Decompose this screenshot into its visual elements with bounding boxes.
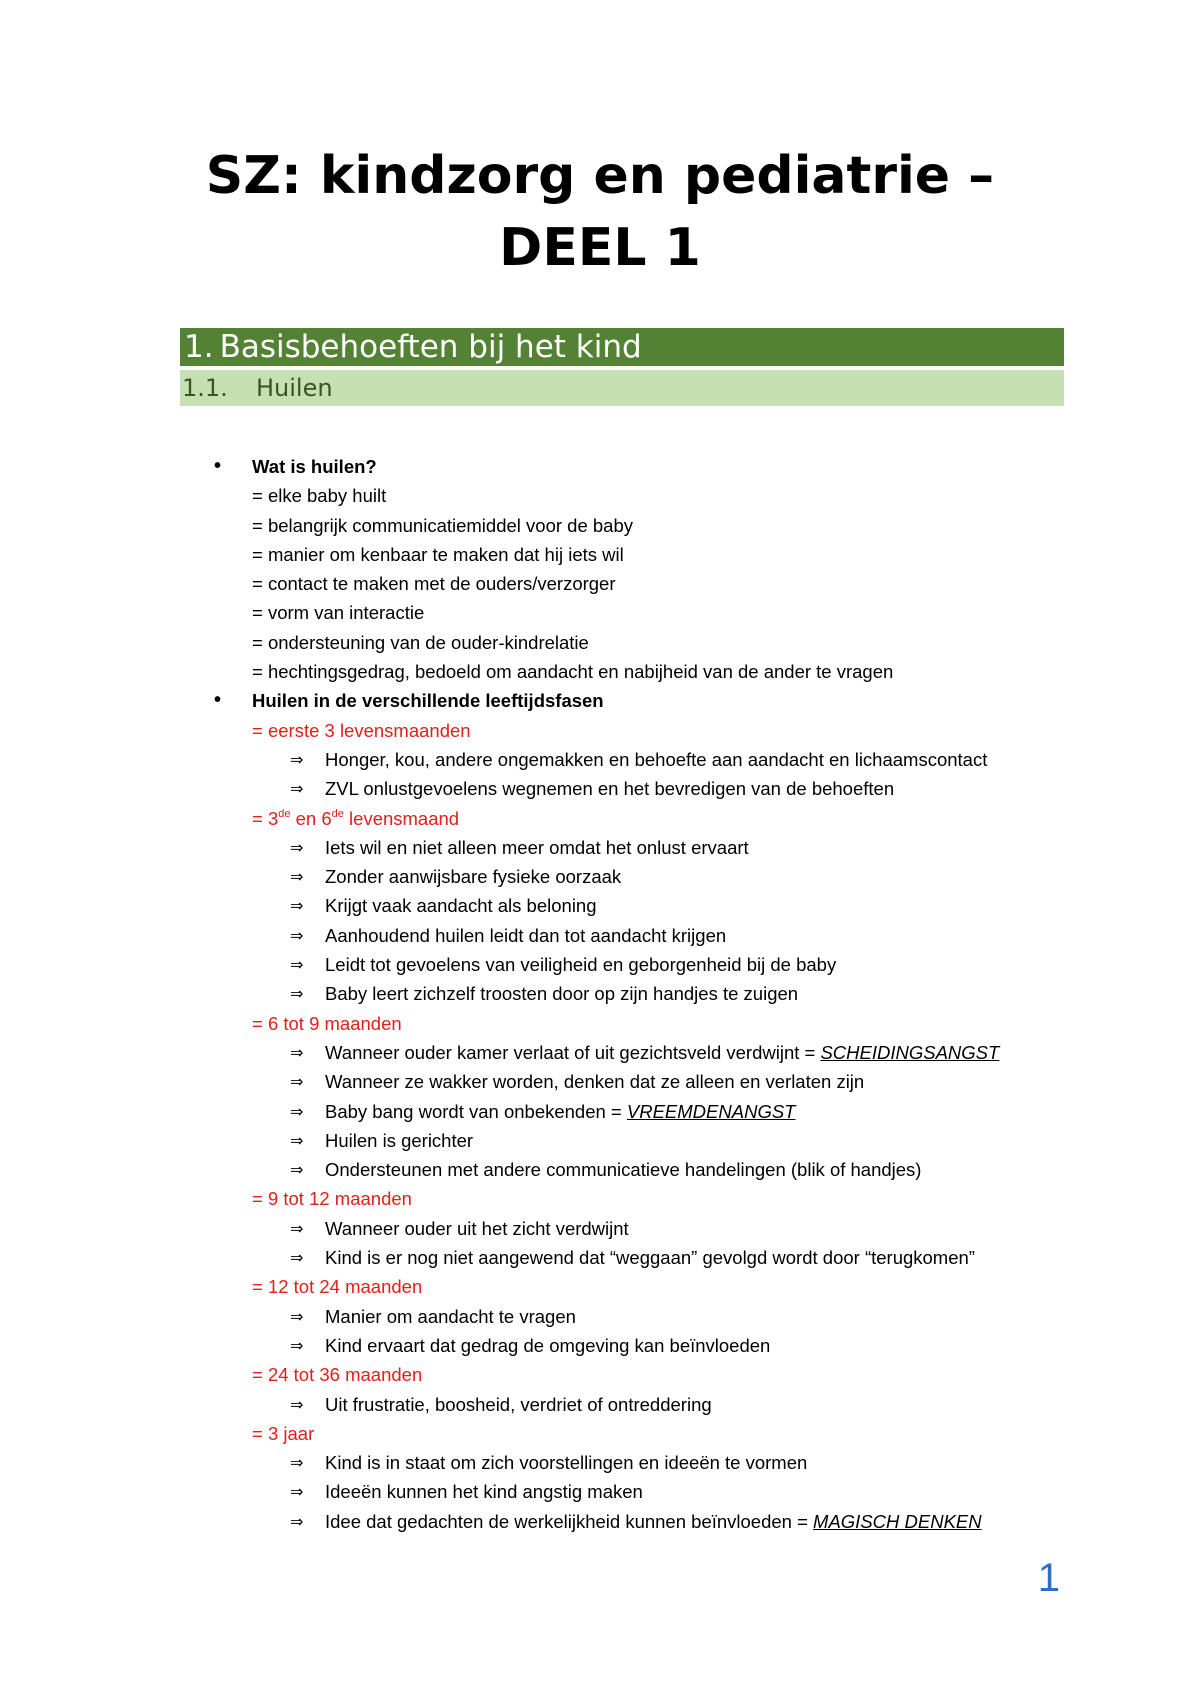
arrow-item-text: Leidt tot gevoelens van veiligheid en geborgenheid bij de baby	[325, 954, 837, 976]
age-phase-label	[0, 804, 1200, 833]
age-phase-label	[0, 716, 1200, 745]
heading-level-1	[180, 328, 1064, 366]
definition-line: = hechtingsgedrag, bedoeld om aandacht en nabijheid van de ander te vragen	[252, 661, 894, 683]
arrow-right-icon: ⇒	[290, 867, 304, 887]
equals-sign: =	[252, 1188, 268, 1210]
heading-2-number: 1.1.	[182, 374, 228, 402]
arrow-right-icon: ⇒	[290, 1130, 304, 1150]
arrow-item-text: Wanneer ze wakker worden, denken dat ze alleen en verlaten zijn	[325, 1071, 865, 1093]
arrow-right-icon: ⇒	[290, 1394, 304, 1414]
age-phase-text-c: levensmaand	[343, 807, 460, 829]
document-title	[120, 140, 1080, 284]
arrow-right-icon: ⇒	[290, 1335, 304, 1355]
age-phase-text-a: 3	[267, 807, 279, 829]
arrow-right-icon: ⇒	[290, 1101, 304, 1121]
age-phase-label	[0, 1419, 1200, 1448]
arrow-item	[0, 1507, 1200, 1536]
arrow-item	[0, 833, 1200, 862]
arrow-item	[0, 1155, 1200, 1184]
equals-sign: =	[252, 719, 268, 741]
arrow-item	[0, 1126, 1200, 1155]
arrow-item-text: Honger, kou, andere ongemakken en behoefte aan aandacht en lichaamscontact	[325, 748, 988, 770]
arrow-item-text: Idee dat gedachten de werkelijkheid kunnen beïnvloeden =	[325, 1510, 814, 1532]
arrow-item	[0, 979, 1200, 1008]
key-term: MAGISCH DENKEN	[813, 1510, 982, 1532]
arrow-right-icon: ⇒	[290, 1160, 304, 1180]
arrow-item	[0, 1038, 1200, 1067]
age-phase-text: 9 tot 12 maanden	[267, 1188, 412, 1210]
arrow-right-icon: ⇒	[290, 1042, 304, 1062]
definition-line: = contact te maken met de ouders/verzorger	[252, 573, 616, 595]
age-phase-text: 3 jaar	[267, 1422, 315, 1444]
arrow-item-text: Baby bang wordt van onbekenden =	[325, 1100, 627, 1122]
age-phase-label	[0, 1009, 1200, 1038]
page-number: 1	[1037, 1556, 1060, 1600]
heading-1-number: 1.	[184, 329, 214, 365]
arrow-item	[0, 1477, 1200, 1506]
arrow-right-icon: ⇒	[290, 1453, 304, 1473]
arrow-item-text: Krijgt vaak aandacht als beloning	[325, 895, 597, 917]
arrow-item-text: Zonder aanwijsbare fysieke oorzaak	[325, 866, 622, 888]
arrow-right-icon: ⇒	[290, 955, 304, 975]
arrow-right-icon: ⇒	[290, 779, 304, 799]
arrow-right-icon: ⇒	[290, 1248, 304, 1268]
definition-line: = belangrijk communicatiemiddel voor de baby	[252, 514, 633, 536]
equals-sign: =	[252, 807, 268, 829]
bullet-heading: Wat is huilen?	[252, 456, 377, 477]
arrow-item	[0, 774, 1200, 803]
arrow-right-icon: ⇒	[290, 837, 304, 857]
arrow-right-icon: ⇒	[290, 896, 304, 916]
bullet-icon: •	[214, 689, 222, 712]
arrow-item	[0, 1390, 1200, 1419]
definition-line: = manier om kenbaar te maken dat hij iets wil	[252, 543, 624, 565]
age-phase-text: 6 tot 9 maanden	[267, 1012, 402, 1034]
arrow-item	[0, 950, 1200, 979]
age-phase-label	[0, 1360, 1200, 1389]
arrow-item-text: Wanneer ouder kamer verlaat of uit gezichtsveld verdwijnt =	[325, 1041, 821, 1063]
definition-line: = elke baby huilt	[252, 485, 387, 507]
age-phase-text: eerste 3 levensmaanden	[267, 719, 471, 741]
key-term: SCHEIDINGSANGST	[820, 1041, 1000, 1063]
arrow-item-text: Ideeën kunnen het kind angstig maken	[325, 1481, 643, 1503]
equals-sign: =	[252, 1276, 268, 1298]
bullet-item	[0, 686, 1200, 715]
age-phase-label	[0, 1272, 1200, 1301]
arrow-item-text: Wanneer ouder uit het zicht verdwijnt	[325, 1217, 629, 1239]
arrow-item	[0, 1067, 1200, 1096]
heading-1-text: Basisbehoeften bij het kind	[219, 329, 642, 365]
arrow-item	[0, 1331, 1200, 1360]
definition-line: = vorm van interactie	[252, 602, 425, 624]
arrow-item-text: Baby leert zichzelf troosten door op zijn handjes te zuigen	[325, 983, 799, 1005]
arrow-right-icon: ⇒	[290, 1306, 304, 1326]
arrow-item	[0, 891, 1200, 920]
equals-sign: =	[252, 1364, 268, 1386]
arrow-item-text: Huilen is gerichter	[325, 1129, 474, 1151]
arrow-item-text: Iets wil en niet alleen meer omdat het onlust ervaart	[325, 836, 749, 858]
arrow-item	[0, 1097, 1200, 1126]
ordinal-suffix: de	[278, 807, 291, 820]
ordinal-suffix: de	[331, 807, 344, 820]
arrow-item-text: Aanhoudend huilen leidt dan tot aandacht krijgen	[325, 924, 727, 946]
arrow-item	[0, 1243, 1200, 1272]
arrow-item	[0, 1214, 1200, 1243]
heading-level-2	[180, 370, 1064, 406]
arrow-item	[0, 1302, 1200, 1331]
equals-sign: =	[252, 1012, 268, 1034]
arrow-item	[0, 745, 1200, 774]
arrow-item	[0, 1448, 1200, 1477]
arrow-item-text: Kind ervaart dat gedrag de omgeving kan beïnvloeden	[325, 1334, 771, 1356]
arrow-item	[0, 921, 1200, 950]
arrow-right-icon: ⇒	[290, 1218, 304, 1238]
title-line-2: DEEL 1	[499, 218, 701, 278]
title-line-1: SZ: kindzorg en pediatrie –	[205, 146, 995, 206]
age-phase-text: 24 tot 36 maanden	[267, 1364, 423, 1386]
arrow-right-icon: ⇒	[290, 1482, 304, 1502]
age-phase-text-b: en 6	[290, 807, 332, 829]
age-phase-label	[0, 1184, 1200, 1213]
definition-line: = ondersteuning van de ouder-kindrelatie	[252, 631, 589, 653]
key-term: VREEMDENANGST	[626, 1100, 796, 1122]
heading-2-text: Huilen	[256, 374, 333, 402]
age-phase-text: 12 tot 24 maanden	[267, 1276, 423, 1298]
arrow-item-text: ZVL onlustgevoelens wegnemen en het bevredigen van de behoeften	[325, 778, 895, 800]
arrow-item-text: Kind is er nog niet aangewend dat “weggaan” gevolgd wordt door “terugkomen”	[325, 1247, 975, 1269]
arrow-item-text: Ondersteunen met andere communicatieve handelingen (blik of handjes)	[325, 1159, 922, 1181]
document-body	[0, 452, 1200, 1536]
arrow-right-icon: ⇒	[290, 1511, 304, 1531]
arrow-item-text: Kind is in staat om zich voorstellingen en ideeën te vormen	[325, 1452, 808, 1474]
arrow-item-text: Uit frustratie, boosheid, verdriet of ontreddering	[325, 1393, 712, 1415]
arrow-right-icon: ⇒	[290, 984, 304, 1004]
bullet-item	[0, 452, 1200, 481]
arrow-right-icon: ⇒	[290, 925, 304, 945]
bullet-heading: Huilen in de verschillende leeftijdsfasen	[252, 690, 604, 712]
arrow-item-text: Manier om aandacht te vragen	[325, 1305, 576, 1327]
arrow-right-icon: ⇒	[290, 749, 304, 769]
arrow-right-icon: ⇒	[290, 1072, 304, 1092]
arrow-item	[0, 862, 1200, 891]
bullet-icon: •	[214, 455, 222, 477]
equals-sign: =	[252, 1422, 268, 1444]
